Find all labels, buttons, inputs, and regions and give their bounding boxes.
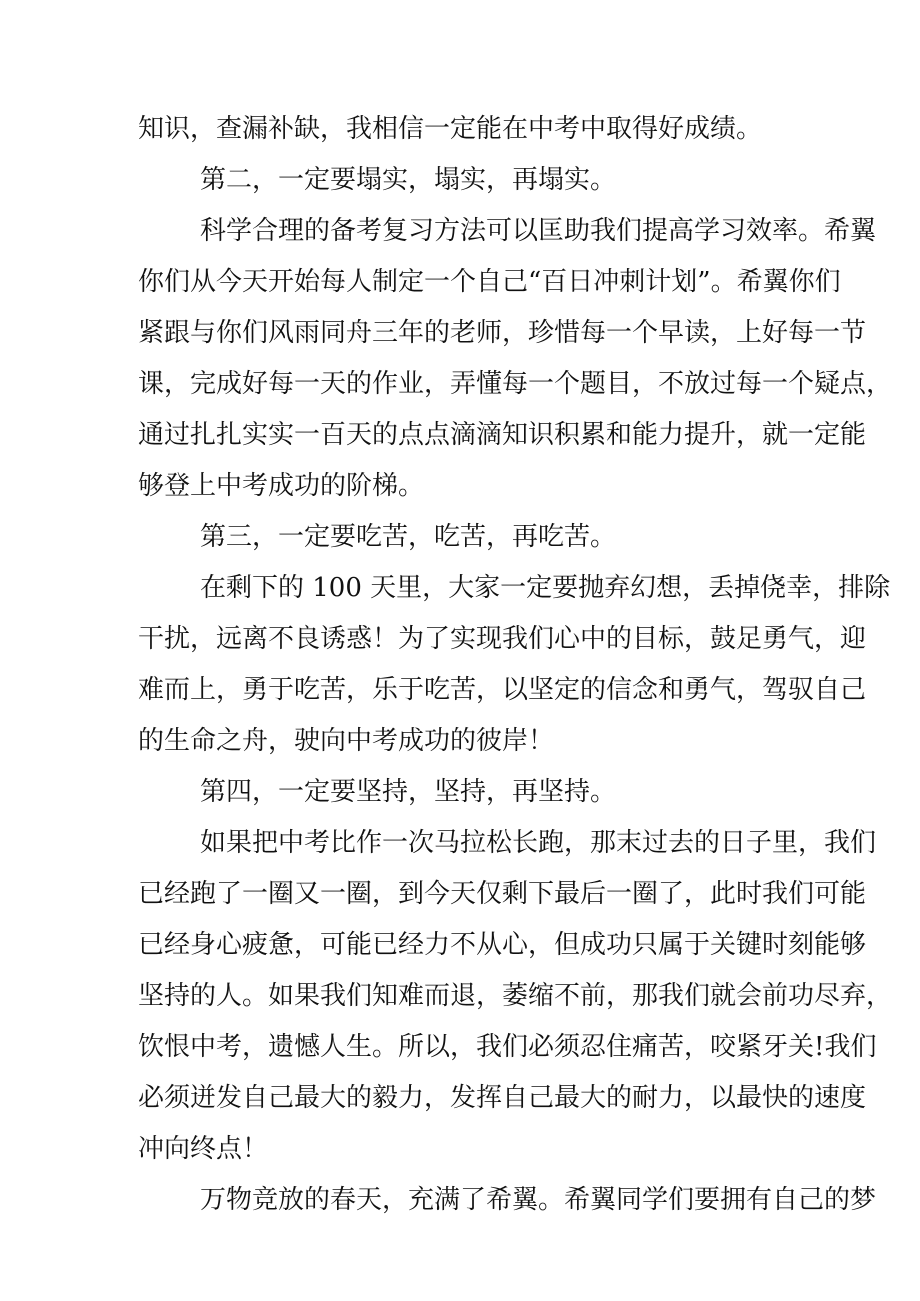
line-text: 必须迸发自己最大的毅力，发挥自己最大的耐力，以最快的速度 xyxy=(138,1083,867,1113)
line-text: 你们从今天开始每人制定一个自己“百日冲刺计划”。希翼你们 xyxy=(138,267,841,297)
line-text: 第四，一定要坚持，坚持，再坚持。 xyxy=(200,777,617,807)
line-text: 第三，一定要吃苦，吃苦，再吃苦。 xyxy=(200,522,617,552)
line-text: 科学合理的备考复习方法可以匡助我们提高学习效率。希翼 xyxy=(200,216,877,246)
text-line xyxy=(0,1170,920,1230)
line-text: 万物竞放的春天，充满了希翼。希翼同学们要拥有自己的梦 xyxy=(200,1185,877,1215)
line-text: 的生命之舟，驶向中考成功的彼岸！ xyxy=(138,726,555,756)
line-text: 已经跑了一圈又一圈，到今天仅剩下最后一圈了，此时我们可能 xyxy=(138,879,867,909)
line-text: 在剩下的 100 天里，大家一定要抛弃幻想，丢掉侥幸，排除 xyxy=(200,573,891,603)
line-text: 通过扎扎实实一百天的点点滴滴知识积累和能力提升，就一定能 xyxy=(138,420,867,450)
line-text: 已经身心疲惫，可能已经力不从心，但成功只属于关键时刻能够 xyxy=(138,930,867,960)
line-text: 课，完成好每一天的作业，弄懂每一个题目，不放过每一个疑点， xyxy=(138,369,893,399)
line-text: 难而上，勇于吃苦，乐于吃苦，以坚定的信念和勇气，驾驭自己 xyxy=(138,675,867,705)
line-text: 知识，查漏补缺，我相信一定能在中考中取得好成绩。 xyxy=(138,114,763,144)
line-text: 第二，一定要塌实，塌实，再塌实。 xyxy=(200,165,617,195)
line-text: 够登上中考成功的阶梯。 xyxy=(138,471,425,501)
line-text: 如果把中考比作一次马拉松长跑，那末过去的日子里，我们 xyxy=(200,828,877,858)
line-text: 紧跟与你们风雨同舟三年的老师，珍惜每一个早读，上好每一节 xyxy=(138,318,867,348)
line-text: 干扰，远离不良诱惑！为了实现我们心中的目标，鼓足勇气，迎 xyxy=(138,624,867,654)
line-text: 饮恨中考，遗憾人生。所以，我们必须忍住痛苦，咬紧牙关!我们 xyxy=(138,1032,877,1062)
line-text: 坚持的人。如果我们知难而退，萎缩不前，那我们就会前功尽弃， xyxy=(138,981,893,1011)
line-text: 冲向终点！ xyxy=(138,1134,269,1164)
